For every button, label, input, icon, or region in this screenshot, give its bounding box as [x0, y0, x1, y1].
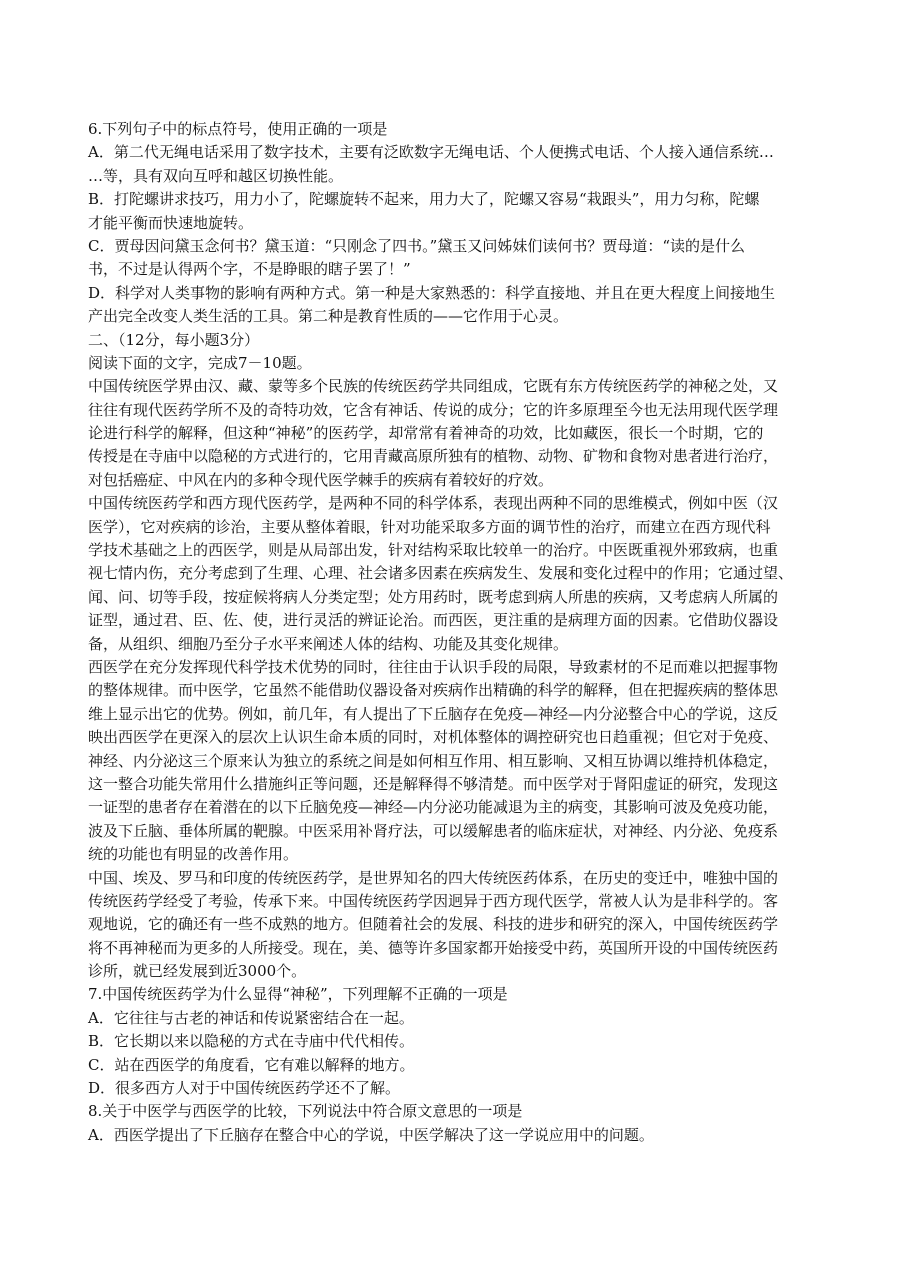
text-line: 对包括癌症、中风在内的多种令现代医学棘手的疾病有着较好的疗效。 [88, 470, 554, 489]
text-line: 波及下丘脑、垂体所属的靶腺。中医采用补肾疗法，可以缓解患者的临床症状，对神经、内分泌、免疫系 [88, 821, 779, 840]
text-line: 视七情内伤，充分考虑到了生理、心理、社会诸多因素在疾病发生、发展和变化过程中的作用；它通过望、 [88, 564, 794, 583]
text-line: 西医学在充分发挥现代科学技术优势的同时，往往由于认识手段的局限，导致素材的不足而难以把握事物 [88, 657, 779, 676]
text-line: 维上显示出它的优势。例如，前几年，有人提出了下丘脑存在免疫—神经—内分泌整合中心的学说，这反 [88, 704, 779, 723]
text-line: A．它往往与古老的神话和传说紧密结合在一起。 [88, 1008, 414, 1027]
text-line: 的整体规律。而中医学，它虽然不能借助仪器设备对疾病作出精确的科学的解释，但在把握疾病的整体思 [88, 681, 779, 700]
text-line: 书，不过是认得两个字，不是睁眼的瞎子罢了！” [88, 260, 411, 279]
text-line: A．西医学提出了下丘脑存在整合中心的学说，中医学解决了这一学说应用中的问题。 [88, 1125, 654, 1144]
text-line: 诊所，就已经发展到近3000个。 [88, 962, 307, 981]
text-line: 阅读下面的文字，完成7－10题。 [88, 353, 312, 372]
text-line: 传统医药学经受了考验，传承下来。中国传统医药学因迥异于西方现代医学，常被人认为是非科学的。客 [88, 891, 779, 910]
text-line: 二、（12分，每小题3分） [88, 330, 260, 349]
text-line: D．很多西方人对于中国传统医药学还不了解。 [88, 1079, 401, 1098]
text-line: 产出完全改变人类生活的工具。第二种是教育性质的——它作用于心灵。 [88, 307, 569, 326]
text-line: 神经、内分泌这三个原来认为独立的系统之间是如何相互作用、相互影响、又相互协调以维持机体稳定， [88, 751, 779, 770]
text-line: C．贾母因问黛玉念何书？黛玉道：“只刚念了四书。”黛玉又问姊妹们读何书？贾母道：“读的是什么 [88, 236, 745, 255]
text-line: 统的功能也有明显的改善作用。 [88, 845, 299, 864]
document-page [88, 118, 836, 1147]
text-line: 映出西医学在更深入的层次上认识生命本质的同时，对机体整体的调控研究也日趋重视；但它对于免疫、 [88, 728, 779, 747]
text-line: 证型，通过君、臣、佐、使，进行灵活的辨证论治。而西医，更注重的是病理方面的因素。它借助仪器设 [88, 611, 779, 630]
text-line: 中国传统医学界由汉、藏、蒙等多个民族的传统医药学共同组成，它既有东方传统医药学的神秘之处，又 [88, 377, 779, 396]
text-line: A．第二代无绳电话采用了数字技术，主要有泛欧数字无绳电话、个人便携式电话、个人接入通信系统… [88, 143, 774, 162]
text-line: 传授是在寺庙中以隐秘的方式进行的，它用青藏高原所独有的植物、动物、矿物和食物对患者进行治疗， [88, 447, 779, 466]
text-line: 中国传统医药学和西方现代医药学，是两种不同的科学体系，表现出两种不同的思维模式，例如中医（汉 [88, 494, 779, 513]
text-line: 往往有现代医药学所不及的奇特功效，它含有神话、传说的成分；它的许多原理至今也无法用现代医学理 [88, 400, 779, 419]
text-line: 将不再神秘而为更多的人所接受。现在，美、德等许多国家都开始接受中药，英国所开设的中国传统医药 [88, 938, 779, 957]
text-line: 闻、问、切等手段，按症候将病人分类定型；处方用药时，既考虑到病人所患的疾病，又考虑病人所属的 [88, 587, 779, 606]
text-line: 8.关于中医学与西医学的比较，下列说法中符合原文意思的一项是 [88, 1102, 523, 1121]
text-line: 才能平衡而快速地旋转。 [88, 213, 254, 232]
text-line: 学技术基础之上的西医学，则是从局部出发，针对结构采取比较单一的治疗。中医既重视外邪致病，也重 [88, 541, 779, 560]
text-line: 医学），它对疾病的诊治，主要从整体着眼，针对功能采取多方面的调节性的治疗，而建立在西方现代科 [88, 517, 771, 536]
text-line: 中国、埃及、罗马和印度的传统医药学，是世界知名的四大传统医药体系，在历史的变迁中，唯独中国的 [88, 868, 779, 887]
text-line: 观地说，它的确还有一些不成熟的地方。但随着社会的发展、科技的进步和研究的深入，中国传统医药学 [88, 915, 779, 934]
text-line: C．站在西医学的角度看，它有难以解释的地方。 [88, 1055, 415, 1074]
text-line: …等，具有双向互呼和越区切换性能。 [88, 166, 344, 185]
text-line: 备，从组织、细胞乃至分子水平来阐述人体的结构、功能及其变化规律。 [88, 634, 569, 653]
text-line: 一证型的患者存在着潜在的以下丘脑免疫—神经—内分泌功能减退为主的病变，其影响可波及免疫功能， [88, 798, 779, 817]
text-line: 这一整合功能失常用什么措施纠正等问题，还是解释得不够清楚。而中医学对于肾阳虚证的研究，发现这 [88, 774, 779, 793]
text-line: B．它长期以来以隐秘的方式在寺庙中代代相传。 [88, 1032, 415, 1051]
text-line: 论进行科学的解释，但这种“神秘”的医药学，却常常有着神奇的功效，比如藏医，很长一个时期，它的 [88, 424, 764, 443]
text-line: 7.中国传统医药学为什么显得“神秘”，下列理解不正确的一项是 [88, 985, 508, 1004]
text-line: 6.下列句子中的标点符号，使用正确的一项是 [88, 120, 388, 138]
text-line: D．科学对人类事物的影响有两种方式。第一种是大家熟悉的：科学直接地、并且在更大程度上间接地生 [88, 283, 776, 302]
text-line: B．打陀螺讲求技巧，用力小了，陀螺旋转不起来，用力大了，陀螺又容易“栽跟头”，用力匀称，陀螺 [88, 190, 760, 209]
